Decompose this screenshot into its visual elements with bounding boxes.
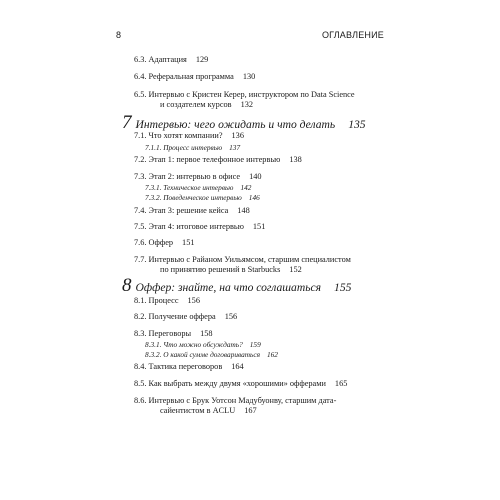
toc-entry: 6.5. Интервью с Кристен Керер, инструктором по Data Science bbox=[134, 90, 355, 99]
toc-entry: 6.3. Адаптация 129 bbox=[134, 55, 209, 64]
toc-entry: 7.5. Этап 4: итоговое интервью 151 bbox=[134, 222, 266, 231]
chapter-heading: 8 Оффер: знайте, на что соглашаться 155 bbox=[122, 275, 352, 296]
toc-subentry: 8.3.2. О какой сумме договариваться 162 bbox=[145, 350, 278, 359]
toc-subentry: 8.3.1. Что можно обсуждать? 159 bbox=[145, 340, 261, 349]
toc-entry-continuation: и создателем курсов 132 bbox=[160, 100, 254, 109]
running-title: ОГЛАВЛЕНИЕ bbox=[321, 30, 384, 40]
toc-entry: 8.5. Как выбрать между двумя «хорошими» офферами 165 bbox=[134, 379, 348, 388]
toc-entry: 8.3. Переговоры 158 bbox=[134, 329, 213, 338]
toc-entry: 7.4. Этап 3: решение кейса 148 bbox=[134, 206, 250, 215]
toc-subentry: 7.3.2. Поведенческое интервью 146 bbox=[145, 193, 260, 202]
toc-subentry: 7.1.1. Процесс интервью 137 bbox=[145, 143, 241, 152]
page-number: 8 bbox=[116, 30, 122, 40]
toc-entry-continuation: сайентистом в ACLU 167 bbox=[160, 406, 257, 415]
toc-entry: 7.6. Оффер 151 bbox=[134, 238, 195, 247]
toc-subentry: 7.3.1. Техническое интервью 142 bbox=[145, 183, 252, 192]
toc-entry: 8.1. Процесс 156 bbox=[134, 296, 200, 305]
toc-entry: 8.6. Интервью с Брук Уотсон Мадубуонву, старшим дата- bbox=[134, 396, 337, 405]
toc-entry: 8.2. Получение оффера 156 bbox=[134, 312, 238, 321]
chapter-heading: 7 Интервью: чего ожидать и что делать 135 bbox=[122, 112, 366, 133]
toc-entry: 7.1. Что хотят компании? 136 bbox=[134, 131, 244, 140]
toc-entry: 7.2. Этап 1: первое телефонное интервью 138 bbox=[134, 155, 302, 164]
toc-entry: 7.7. Интервью с Райаном Уильямсом, старшим специалистом bbox=[134, 255, 351, 264]
toc-entry-continuation: по принятию решений в Starbucks 152 bbox=[160, 265, 302, 274]
toc-entry: 6.4. Реферальная программа 130 bbox=[134, 72, 256, 81]
toc-entry: 8.4. Тактика переговоров 164 bbox=[134, 362, 244, 371]
toc-entry: 7.3. Этап 2: интервью в офисе 140 bbox=[134, 172, 262, 181]
